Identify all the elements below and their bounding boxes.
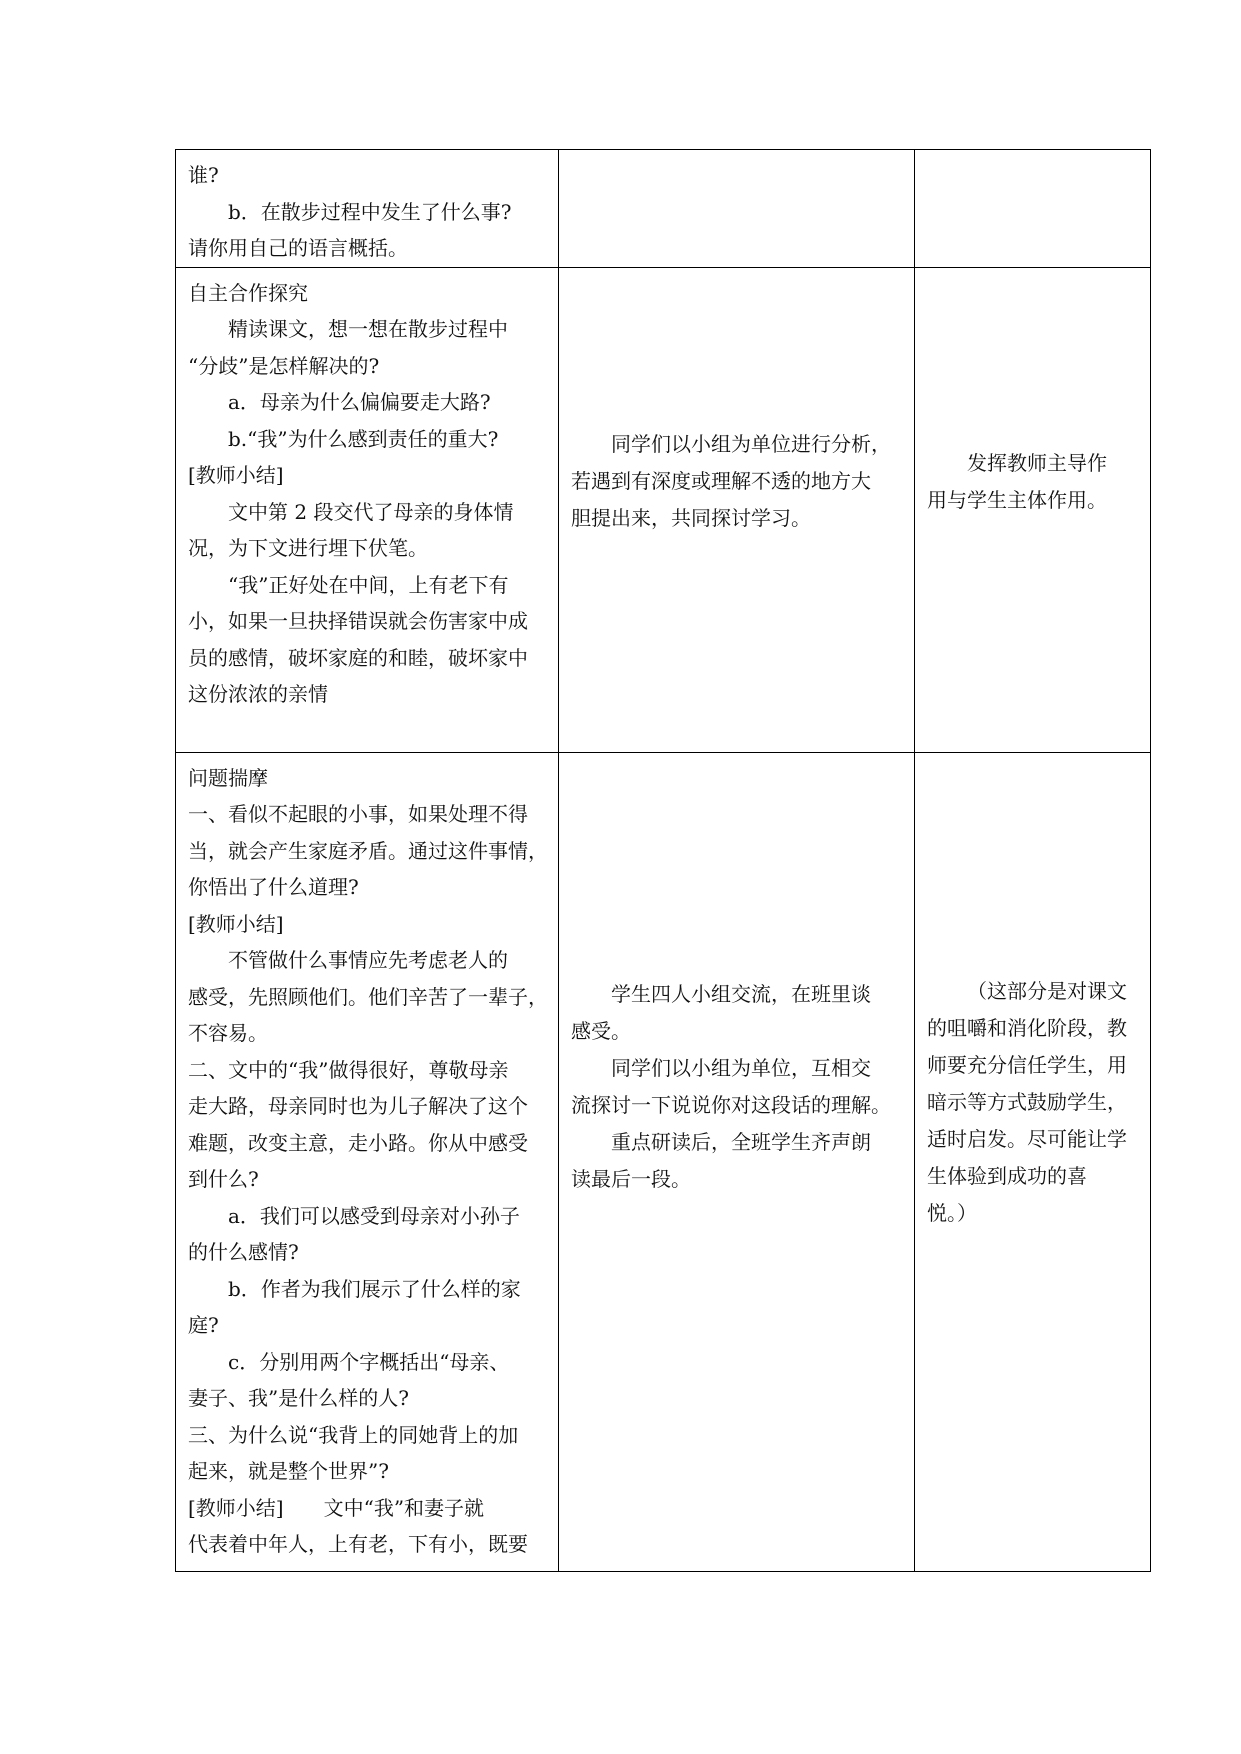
table-row [176,752,1151,1571]
cell-text-line: 感受，先照顾他们。他们辛苦了一辈子， [188,984,548,1009]
cell-text-line: a．母亲为什么偏偏要走大路? [228,390,491,414]
cell-text-line: 不管做什么事情应先考虑老人的 [228,948,508,972]
cell-text-line: 师要充分信任学生，用 [927,1053,1127,1077]
cell-text-line: 谁? [188,163,219,187]
cell-text-line: b．作者为我们展示了什么样的家 [228,1276,521,1301]
cell-text-line: 小，如果一旦抉择错误就会伤害家中成 [188,609,528,633]
cell-text-line: 自主合作探究 [188,280,308,305]
table-row [176,267,1151,752]
cell-text-line: 走大路，母亲同时也为儿子解决了这个 [188,1094,528,1118]
table-row [176,150,1151,268]
cell-text-line: 暗示等方式鼓励学生， [927,1090,1127,1114]
cell-text-line: 同学们以小组为单位进行分析， [611,432,891,456]
cell-text-line: a．我们可以感受到母亲对小孙子 [228,1203,520,1228]
design-intent-cell [915,267,1151,752]
cell-text-line: 问题揣摩 [188,765,268,790]
cell-text-line: 学生四人小组交流，在班里谈 [611,981,871,1006]
cell-text-line: “我”正好处在中间，上有老下有 [228,572,509,597]
cell-text-line: 这份浓浓的亲情 [188,682,328,706]
teaching-content-cell [176,267,559,752]
design-intent-cell [915,752,1151,1571]
teaching-content-cell [176,752,559,1571]
cell-text-line: 发挥教师主导作 [967,450,1107,475]
cell-text-line: 精读课文，想一想在散步过程中 [228,317,508,341]
cell-text-line: 请你用自己的语言概括。 [188,236,408,260]
cell-text-line: 的什么感情? [188,1240,299,1264]
teaching-content-cell [176,150,559,268]
cell-text-line: 三、为什么说“我背上的同她背上的加 [188,1422,519,1447]
cell-text-line: [教师小结] 文中“我”和妻子就 [188,1495,485,1520]
cell-text-line: 文中第 2 段交代了母亲的身体情 [228,499,514,524]
cell-text-line: 重点研读后，全班学生齐声朗 [611,1129,871,1154]
cell-text-line: 当，就会产生家庭矛盾。通过这件事情， [188,838,548,863]
cell-text-line: [教师小结] [188,911,284,936]
student-activity-cell [559,267,915,752]
design-intent-cell [915,150,1151,268]
student-activity-cell [559,752,915,1571]
cell-text-line: 生体验到成功的喜 [927,1164,1087,1188]
cell-text-line: 不容易。 [188,1021,268,1045]
cell-text-line: 二、文中的“我”做得很好，尊敬母亲 [188,1057,509,1082]
cell-text-line: 况，为下文进行埋下伏笔。 [188,536,428,560]
cell-text-line: 流探讨一下说说你对这段话的理解。 [571,1092,891,1117]
cell-text-line: 若遇到有深度或理解不透的地方大 [571,469,871,493]
cell-text-line: b.“我”为什么感到责任的重大? [228,426,499,451]
cell-text-line: 用与学生主体作用。 [927,487,1107,512]
cell-text-line: 到什么? [188,1167,259,1191]
cell-text-line: 的咀嚼和消化阶段，教 [927,1016,1127,1040]
cell-text-line: 一、看似不起眼的小事，如果处理不得 [188,802,528,826]
cell-text-line: c．分别用两个字概括出“母亲、 [228,1349,510,1374]
cell-text-line: 同学们以小组为单位，互相交 [611,1055,871,1080]
cell-text-line: 胆提出来，共同探讨学习。 [571,506,811,530]
student-activity-cell [559,150,915,268]
cell-text-line: 起来，就是整个世界”? [188,1459,389,1483]
cell-text-line: [教师小结] [188,463,284,487]
cell-text-line: 你悟出了什么道理? [188,875,359,899]
cell-text-line: 读最后一段。 [571,1166,691,1191]
cell-text-line: 感受。 [571,1018,631,1043]
lesson-plan-table [175,149,1151,1572]
cell-text-line: 适时启发。尽可能让学 [927,1127,1127,1151]
cell-text-line: “分歧”是怎样解决的? [188,353,380,378]
cell-text-line: 代表着中年人，上有老，下有小，既要 [188,1532,528,1556]
cell-text-line: 员的感情，破坏家庭的和睦，破坏家中 [188,645,528,670]
cell-text-line: 悦。） [927,1201,977,1225]
cell-text-line: b．在散步过程中发生了什么事? [228,199,512,224]
cell-text-line: 妻子、我”是什么样的人? [188,1386,409,1410]
cell-text-line: 难题，改变主意，走小路。你从中感受 [188,1130,528,1155]
cell-text-line: （这部分是对课文 [967,979,1127,1003]
cell-text-line: 庭? [188,1313,219,1337]
